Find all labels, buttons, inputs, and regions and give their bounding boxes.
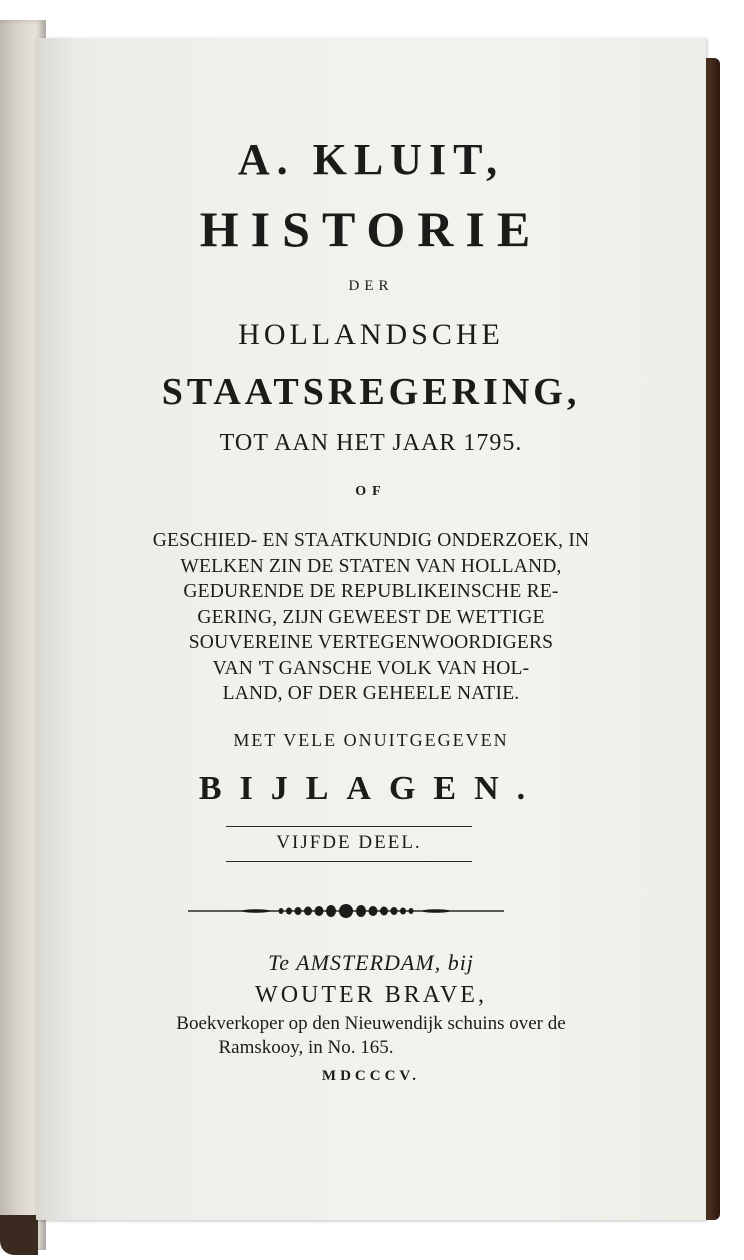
subtitle-line: LAND, OF DER GEHEELE NATIE. — [222, 683, 520, 704]
met-vele-line: MET VELE ONUITGEGEVEN — [233, 730, 509, 750]
tot-aan-line: TOT AAN HET JAAR 1795. — [219, 430, 523, 456]
address-line-1: Boekverkoper op den Nieuwendijk schuins over de — [176, 1013, 566, 1034]
subtitle-line: SOUVEREINE VERTEGENWOORDIGERS — [188, 632, 554, 653]
author-line: A. KLUIT, — [237, 135, 505, 184]
staatsregering-line: STAATSREGERING, — [161, 371, 581, 413]
ornament-rule — [186, 902, 506, 920]
imprint-place: Te AMSTERDAM, bij — [268, 950, 474, 975]
publisher-address — [36, 1012, 706, 1060]
bijlagen-line: BIJLAGEN. — [198, 770, 544, 807]
volume-label: VIJFDE DEEL. — [276, 832, 422, 853]
main-title: HISTORIE — [199, 201, 543, 257]
title-page — [36, 38, 706, 1220]
volume-box — [226, 826, 472, 862]
subtitle-line: GEDURENDE DE REPUBLIKEINSCHE RE- — [183, 581, 559, 602]
address-line-2: Ramskooy, in No. 165. — [218, 1037, 394, 1058]
subtitle-line: GERING, ZIJN GEWEEST DE WETTIGE — [197, 606, 545, 628]
spine-corner — [0, 1215, 38, 1255]
hollandsche-line: HOLLANDSCHE — [238, 318, 504, 351]
subtitle-line: GESCHIED- EN STAATKUNDIG ONDERZOEK, IN — [152, 530, 590, 551]
subtitle-line: VAN 'T GANSCHE VOLK VAN HOL- — [212, 657, 530, 679]
publication-year: MDCCCV. — [321, 1068, 421, 1084]
of-line: OF — [355, 484, 387, 499]
subtitle-line: WELKEN ZIN DE STATEN VAN HOLLAND, — [180, 555, 562, 577]
subtitle-block — [36, 528, 706, 707]
publisher-name: WOUTER BRAVE, — [255, 982, 487, 1008]
der-line: DER — [348, 278, 394, 294]
